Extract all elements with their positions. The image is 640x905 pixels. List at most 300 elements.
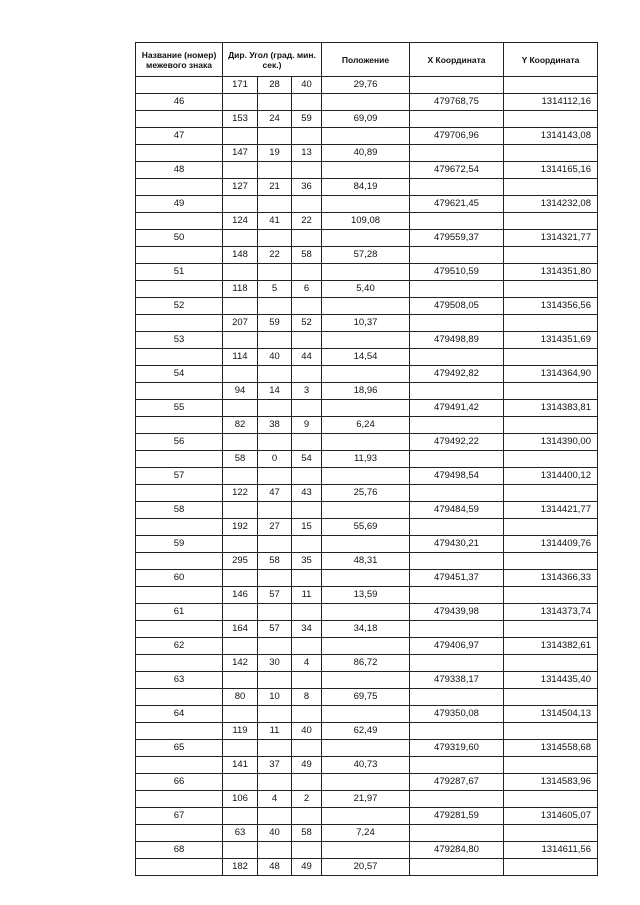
length-cell: 69,09	[322, 111, 410, 128]
angle-deg-cell: 58	[223, 451, 258, 468]
length-cell: 20,57	[322, 859, 410, 876]
length-cell	[322, 774, 410, 791]
angle-deg-cell	[223, 672, 258, 689]
y-coordinate-cell	[504, 315, 598, 332]
length-cell: 40,89	[322, 145, 410, 162]
angle-sec-cell	[292, 706, 322, 723]
point-name-cell	[136, 451, 223, 468]
y-coordinate-cell	[504, 519, 598, 536]
angle-min-cell	[258, 502, 292, 519]
angle-min-cell: 22	[258, 247, 292, 264]
point-name-cell: 55	[136, 400, 223, 417]
point-name-cell	[136, 859, 223, 876]
point-name-cell: 67	[136, 808, 223, 825]
y-coordinate-cell: 1314605,07	[504, 808, 598, 825]
length-cell	[322, 604, 410, 621]
x-coordinate-cell: 479319,60	[410, 740, 504, 757]
length-cell: 6,24	[322, 417, 410, 434]
length-cell: 55,69	[322, 519, 410, 536]
table-row-point	[136, 774, 598, 791]
length-cell	[322, 740, 410, 757]
angle-sec-cell: 49	[292, 757, 322, 774]
point-name-cell	[136, 587, 223, 604]
y-coordinate-cell: 1314558,68	[504, 740, 598, 757]
angle-min-cell: 57	[258, 621, 292, 638]
angle-sec-cell: 22	[292, 213, 322, 230]
point-name-cell	[136, 485, 223, 502]
point-name-cell: 49	[136, 196, 223, 213]
angle-sec-cell	[292, 740, 322, 757]
table-row-segment	[136, 383, 598, 400]
angle-sec-cell: 9	[292, 417, 322, 434]
x-coordinate-cell: 479430,21	[410, 536, 504, 553]
point-name-cell: 48	[136, 162, 223, 179]
point-name-cell: 66	[136, 774, 223, 791]
y-coordinate-cell: 1314165,16	[504, 162, 598, 179]
angle-deg-cell	[223, 366, 258, 383]
angle-deg-cell	[223, 400, 258, 417]
angle-sec-cell	[292, 842, 322, 859]
angle-min-cell: 11	[258, 723, 292, 740]
angle-sec-cell: 13	[292, 145, 322, 162]
angle-min-cell: 41	[258, 213, 292, 230]
y-coordinate-cell: 1314504,13	[504, 706, 598, 723]
angle-deg-cell	[223, 434, 258, 451]
angle-sec-cell	[292, 332, 322, 349]
x-coordinate-cell: 479492,82	[410, 366, 504, 383]
angle-deg-cell: 82	[223, 417, 258, 434]
table-row-segment	[136, 621, 598, 638]
y-coordinate-cell	[504, 587, 598, 604]
x-coordinate-cell	[410, 621, 504, 638]
point-name-cell	[136, 825, 223, 842]
y-coordinate-cell	[504, 417, 598, 434]
angle-sec-cell: 40	[292, 77, 322, 94]
x-coordinate-cell: 479498,54	[410, 468, 504, 485]
angle-sec-cell	[292, 638, 322, 655]
x-coordinate-cell	[410, 179, 504, 196]
table-row-segment	[136, 655, 598, 672]
y-coordinate-cell	[504, 179, 598, 196]
y-coordinate-cell	[504, 621, 598, 638]
y-coordinate-cell: 1314409,76	[504, 536, 598, 553]
y-coordinate-cell: 1314321,77	[504, 230, 598, 247]
x-coordinate-cell	[410, 689, 504, 706]
y-coordinate-cell: 1314351,69	[504, 332, 598, 349]
table-row-segment	[136, 825, 598, 842]
point-name-cell: 68	[136, 842, 223, 859]
y-coordinate-cell	[504, 349, 598, 366]
point-name-cell	[136, 621, 223, 638]
table-row-point	[136, 434, 598, 451]
table-row-segment	[136, 315, 598, 332]
y-coordinate-cell	[504, 791, 598, 808]
angle-sec-cell	[292, 230, 322, 247]
header-length: Положение	[322, 43, 410, 77]
point-name-cell	[136, 723, 223, 740]
length-cell	[322, 366, 410, 383]
y-coordinate-cell	[504, 383, 598, 400]
point-name-cell	[136, 213, 223, 230]
y-coordinate-cell: 1314112,16	[504, 94, 598, 111]
y-coordinate-cell: 1314351,80	[504, 264, 598, 281]
angle-sec-cell: 40	[292, 723, 322, 740]
x-coordinate-cell	[410, 859, 504, 876]
angle-deg-cell: 119	[223, 723, 258, 740]
length-cell: 14,54	[322, 349, 410, 366]
angle-min-cell	[258, 332, 292, 349]
point-name-cell: 62	[136, 638, 223, 655]
angle-deg-cell: 192	[223, 519, 258, 536]
angle-deg-cell	[223, 740, 258, 757]
table-row-point	[136, 706, 598, 723]
angle-sec-cell: 35	[292, 553, 322, 570]
angle-deg-cell	[223, 604, 258, 621]
point-name-cell	[136, 791, 223, 808]
angle-deg-cell: 182	[223, 859, 258, 876]
x-coordinate-cell	[410, 213, 504, 230]
table-row-segment	[136, 485, 598, 502]
x-coordinate-cell: 479284,80	[410, 842, 504, 859]
angle-deg-cell: 118	[223, 281, 258, 298]
angle-deg-cell	[223, 230, 258, 247]
x-coordinate-cell	[410, 281, 504, 298]
angle-sec-cell	[292, 196, 322, 213]
table-row-segment	[136, 77, 598, 94]
x-coordinate-cell: 479491,42	[410, 400, 504, 417]
y-coordinate-cell: 1314373,74	[504, 604, 598, 621]
x-coordinate-cell: 479484,59	[410, 502, 504, 519]
table-row-point	[136, 94, 598, 111]
table-row-segment	[136, 587, 598, 604]
angle-sec-cell: 4	[292, 655, 322, 672]
table-row-segment	[136, 281, 598, 298]
y-coordinate-cell: 1314366,33	[504, 570, 598, 587]
angle-sec-cell	[292, 808, 322, 825]
angle-deg-cell	[223, 706, 258, 723]
angle-sec-cell: 34	[292, 621, 322, 638]
x-coordinate-cell: 479287,67	[410, 774, 504, 791]
x-coordinate-cell	[410, 349, 504, 366]
y-coordinate-cell: 1314383,81	[504, 400, 598, 417]
table-row-point	[136, 332, 598, 349]
angle-sec-cell	[292, 502, 322, 519]
angle-deg-cell	[223, 536, 258, 553]
y-coordinate-cell: 1314611,56	[504, 842, 598, 859]
angle-deg-cell: 164	[223, 621, 258, 638]
angle-min-cell	[258, 94, 292, 111]
x-coordinate-cell	[410, 111, 504, 128]
length-cell: 109,08	[322, 213, 410, 230]
angle-min-cell	[258, 196, 292, 213]
table-row-segment	[136, 111, 598, 128]
x-coordinate-cell: 479338,17	[410, 672, 504, 689]
length-cell	[322, 638, 410, 655]
angle-deg-cell: 114	[223, 349, 258, 366]
y-coordinate-cell: 1314232,08	[504, 196, 598, 213]
y-coordinate-cell	[504, 247, 598, 264]
header-x: X Координата	[410, 43, 504, 77]
y-coordinate-cell: 1314390,00	[504, 434, 598, 451]
angle-min-cell	[258, 672, 292, 689]
y-coordinate-cell: 1314435,40	[504, 672, 598, 689]
length-cell: 48,31	[322, 553, 410, 570]
table-row-segment	[136, 247, 598, 264]
angle-min-cell: 28	[258, 77, 292, 94]
angle-deg-cell: 63	[223, 825, 258, 842]
point-name-cell: 50	[136, 230, 223, 247]
angle-sec-cell	[292, 672, 322, 689]
point-name-cell: 47	[136, 128, 223, 145]
table-row-segment	[136, 349, 598, 366]
length-cell	[322, 706, 410, 723]
y-coordinate-cell	[504, 213, 598, 230]
table-row-segment	[136, 553, 598, 570]
angle-sec-cell	[292, 400, 322, 417]
angle-deg-cell: 94	[223, 383, 258, 400]
x-coordinate-cell: 479492,22	[410, 434, 504, 451]
header-name: Название (номер) межевого знака	[136, 43, 223, 77]
length-cell: 7,24	[322, 825, 410, 842]
angle-sec-cell: 52	[292, 315, 322, 332]
table-row-point	[136, 672, 598, 689]
length-cell	[322, 502, 410, 519]
table-row-point	[136, 128, 598, 145]
length-cell	[322, 230, 410, 247]
angle-deg-cell: 124	[223, 213, 258, 230]
point-name-cell: 59	[136, 536, 223, 553]
length-cell: 21,97	[322, 791, 410, 808]
angle-deg-cell	[223, 570, 258, 587]
table-row-point	[136, 808, 598, 825]
point-name-cell: 60	[136, 570, 223, 587]
angle-min-cell	[258, 604, 292, 621]
x-coordinate-cell	[410, 315, 504, 332]
table-row-segment	[136, 689, 598, 706]
point-name-cell	[136, 553, 223, 570]
table-row-point	[136, 604, 598, 621]
table-row-segment	[136, 179, 598, 196]
length-cell: 40,73	[322, 757, 410, 774]
x-coordinate-cell: 479672,54	[410, 162, 504, 179]
point-name-cell	[136, 145, 223, 162]
y-coordinate-cell	[504, 553, 598, 570]
angle-min-cell	[258, 774, 292, 791]
angle-min-cell	[258, 230, 292, 247]
angle-min-cell: 58	[258, 553, 292, 570]
angle-min-cell	[258, 468, 292, 485]
angle-sec-cell: 6	[292, 281, 322, 298]
header-y: Y Координата	[504, 43, 598, 77]
angle-sec-cell	[292, 162, 322, 179]
y-coordinate-cell	[504, 859, 598, 876]
angle-sec-cell	[292, 774, 322, 791]
angle-min-cell: 59	[258, 315, 292, 332]
angle-sec-cell: 49	[292, 859, 322, 876]
angle-sec-cell: 36	[292, 179, 322, 196]
table-row-segment	[136, 451, 598, 468]
x-coordinate-cell	[410, 825, 504, 842]
angle-deg-cell	[223, 264, 258, 281]
x-coordinate-cell	[410, 655, 504, 672]
angle-min-cell	[258, 638, 292, 655]
point-name-cell	[136, 417, 223, 434]
angle-sec-cell	[292, 434, 322, 451]
table-row-point	[136, 230, 598, 247]
angle-min-cell	[258, 298, 292, 315]
length-cell: 5,40	[322, 281, 410, 298]
length-cell	[322, 94, 410, 111]
table-row-point	[136, 502, 598, 519]
length-cell	[322, 434, 410, 451]
length-cell	[322, 332, 410, 349]
point-name-cell: 54	[136, 366, 223, 383]
length-cell: 34,18	[322, 621, 410, 638]
angle-deg-cell: 106	[223, 791, 258, 808]
x-coordinate-cell: 479559,37	[410, 230, 504, 247]
point-name-cell	[136, 247, 223, 264]
table-row-segment	[136, 859, 598, 876]
table-row-segment	[136, 791, 598, 808]
x-coordinate-cell	[410, 587, 504, 604]
angle-min-cell: 4	[258, 791, 292, 808]
angle-min-cell: 14	[258, 383, 292, 400]
table-row-point	[136, 298, 598, 315]
length-cell	[322, 128, 410, 145]
angle-sec-cell: 44	[292, 349, 322, 366]
table-row-point	[136, 842, 598, 859]
table-row-segment	[136, 145, 598, 162]
angle-sec-cell: 8	[292, 689, 322, 706]
x-coordinate-cell: 479498,89	[410, 332, 504, 349]
angle-deg-cell: 141	[223, 757, 258, 774]
y-coordinate-cell: 1314143,08	[504, 128, 598, 145]
length-cell	[322, 162, 410, 179]
point-name-cell: 52	[136, 298, 223, 315]
length-cell: 69,75	[322, 689, 410, 706]
point-name-cell	[136, 757, 223, 774]
angle-deg-cell: 80	[223, 689, 258, 706]
y-coordinate-cell	[504, 655, 598, 672]
angle-sec-cell: 11	[292, 587, 322, 604]
length-cell	[322, 264, 410, 281]
point-name-cell	[136, 383, 223, 400]
angle-deg-cell	[223, 196, 258, 213]
y-coordinate-cell	[504, 825, 598, 842]
y-coordinate-cell	[504, 281, 598, 298]
point-name-cell: 46	[136, 94, 223, 111]
angle-min-cell	[258, 128, 292, 145]
angle-min-cell	[258, 366, 292, 383]
table-body	[136, 77, 598, 876]
point-name-cell: 53	[136, 332, 223, 349]
angle-sec-cell	[292, 570, 322, 587]
point-name-cell: 51	[136, 264, 223, 281]
point-name-cell: 63	[136, 672, 223, 689]
angle-sec-cell	[292, 468, 322, 485]
y-coordinate-cell: 1314382,61	[504, 638, 598, 655]
angle-min-cell: 48	[258, 859, 292, 876]
boundary-points-table	[135, 42, 598, 876]
angle-deg-cell	[223, 332, 258, 349]
angle-sec-cell	[292, 604, 322, 621]
angle-sec-cell: 15	[292, 519, 322, 536]
angle-deg-cell	[223, 638, 258, 655]
angle-sec-cell	[292, 128, 322, 145]
table-row-segment	[136, 519, 598, 536]
point-name-cell	[136, 349, 223, 366]
table-row-segment	[136, 723, 598, 740]
length-cell: 62,49	[322, 723, 410, 740]
length-cell	[322, 400, 410, 417]
angle-deg-cell: 146	[223, 587, 258, 604]
table-row-point	[136, 400, 598, 417]
x-coordinate-cell: 479508,05	[410, 298, 504, 315]
angle-min-cell: 24	[258, 111, 292, 128]
table-row-point	[136, 196, 598, 213]
point-name-cell: 58	[136, 502, 223, 519]
angle-deg-cell: 148	[223, 247, 258, 264]
angle-sec-cell	[292, 298, 322, 315]
point-name-cell: 64	[136, 706, 223, 723]
x-coordinate-cell	[410, 553, 504, 570]
point-name-cell	[136, 77, 223, 94]
length-cell	[322, 842, 410, 859]
header-angle: Дир. Угол (град. мин. сек.)	[223, 43, 322, 77]
length-cell	[322, 672, 410, 689]
angle-sec-cell	[292, 536, 322, 553]
angle-sec-cell	[292, 366, 322, 383]
y-coordinate-cell: 1314356,56	[504, 298, 598, 315]
point-name-cell	[136, 315, 223, 332]
y-coordinate-cell	[504, 757, 598, 774]
x-coordinate-cell	[410, 485, 504, 502]
angle-min-cell: 30	[258, 655, 292, 672]
x-coordinate-cell: 479350,08	[410, 706, 504, 723]
y-coordinate-cell	[504, 111, 598, 128]
angle-deg-cell: 153	[223, 111, 258, 128]
x-coordinate-cell	[410, 417, 504, 434]
point-name-cell	[136, 281, 223, 298]
y-coordinate-cell: 1314400,12	[504, 468, 598, 485]
angle-deg-cell	[223, 808, 258, 825]
length-cell: 29,76	[322, 77, 410, 94]
point-name-cell	[136, 179, 223, 196]
y-coordinate-cell	[504, 723, 598, 740]
angle-deg-cell	[223, 94, 258, 111]
table-row-segment	[136, 757, 598, 774]
x-coordinate-cell: 479768,75	[410, 94, 504, 111]
y-coordinate-cell	[504, 485, 598, 502]
point-name-cell	[136, 519, 223, 536]
length-cell: 86,72	[322, 655, 410, 672]
x-coordinate-cell	[410, 723, 504, 740]
angle-min-cell	[258, 706, 292, 723]
angle-min-cell	[258, 842, 292, 859]
angle-deg-cell	[223, 502, 258, 519]
y-coordinate-cell: 1314421,77	[504, 502, 598, 519]
table-row-point	[136, 162, 598, 179]
y-coordinate-cell	[504, 689, 598, 706]
y-coordinate-cell: 1314364,90	[504, 366, 598, 383]
length-cell: 25,76	[322, 485, 410, 502]
angle-min-cell	[258, 570, 292, 587]
angle-min-cell: 47	[258, 485, 292, 502]
table-row-point	[136, 740, 598, 757]
angle-min-cell: 40	[258, 825, 292, 842]
x-coordinate-cell	[410, 145, 504, 162]
table-row-segment	[136, 213, 598, 230]
